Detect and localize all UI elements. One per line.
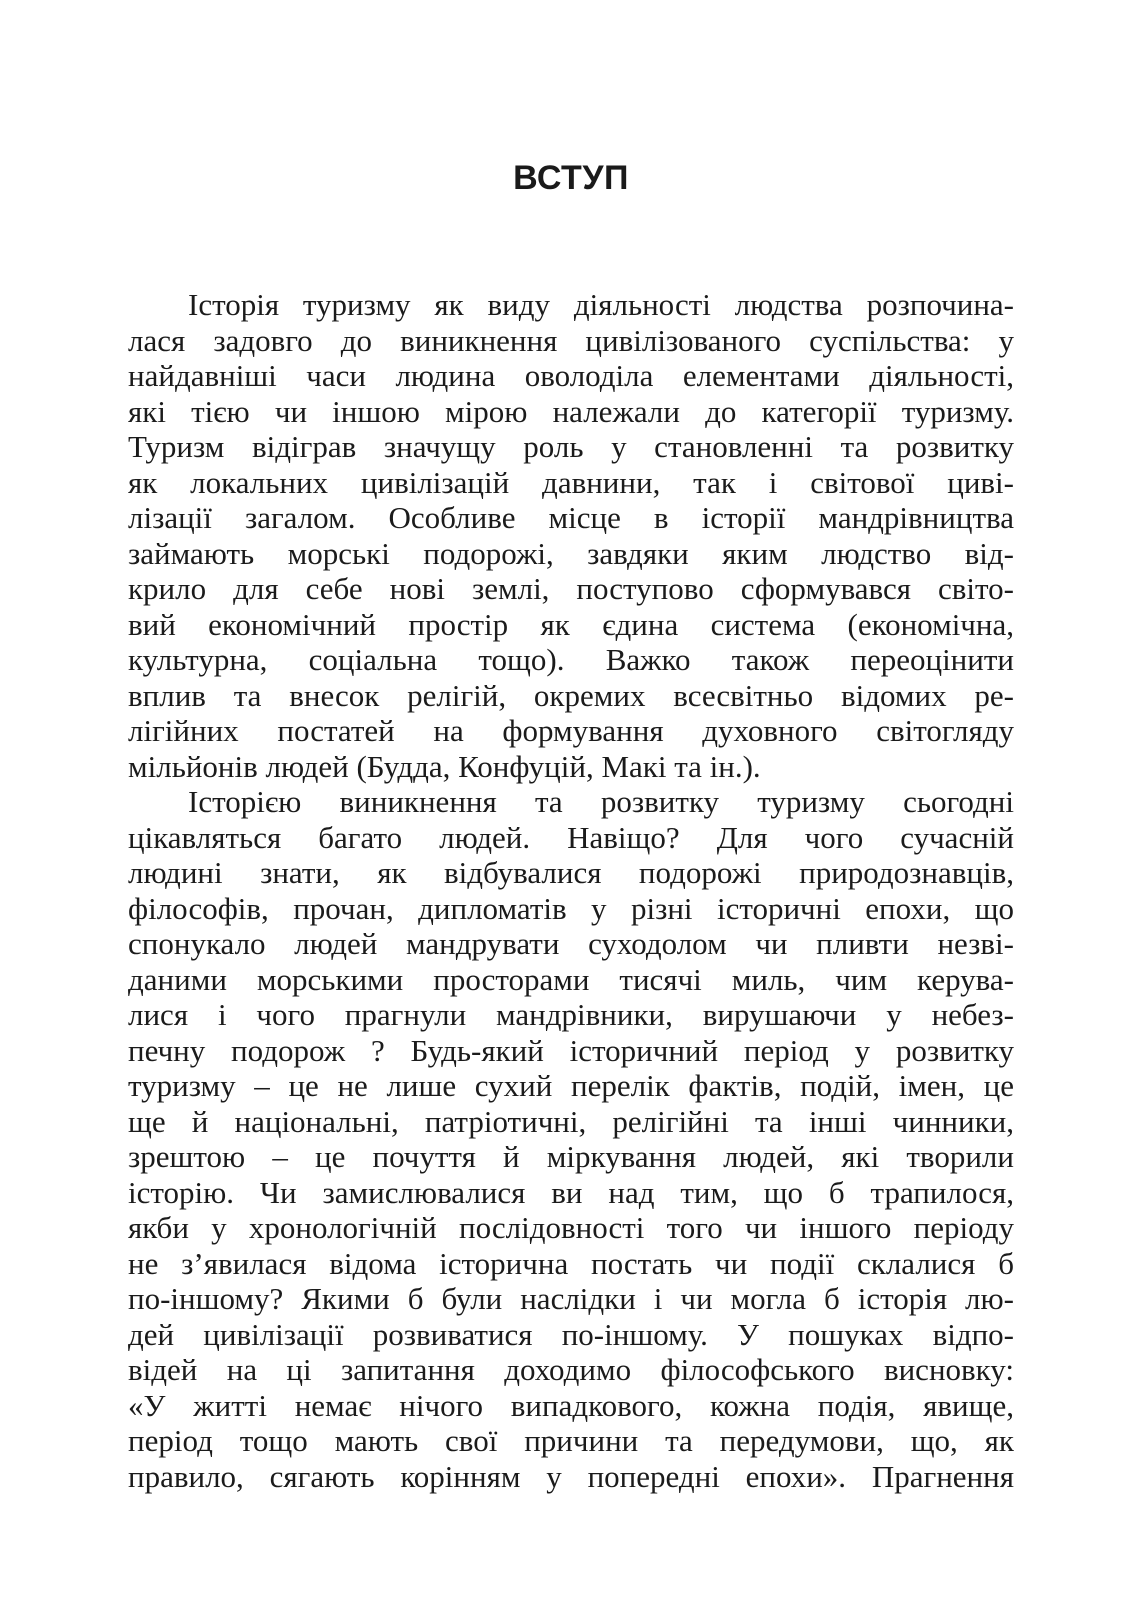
text-line: ще й національні, патріотичні, релігійні та інші чинники, [128,1103,1014,1139]
text-line: правило, сягають корінням у попередні епохи». Прагнення [128,1458,1014,1494]
text-line: найдавніші часи людина оволоділа елементами діяльності, [128,358,1014,393]
text-line: по-іншому? Якими б були наслідки і чи могла б історія лю- [128,1281,1014,1316]
text-line: вплив та внесок релігій, окремих всесвітньо відомих ре- [128,677,1014,713]
text-line: «У житті немає нічого випадкового, кожна подія, явище, [128,1387,1014,1423]
text-line: Туризм відіграв значущу роль у становленні та розвитку [128,429,1014,464]
text-line: Історія туризму як виду діяльності людства розпочина- [188,287,1014,322]
text-line: як локальних цивілізацій давнини, так і світової циві- [128,464,1014,500]
text-line: мільйонів людей (Будда, Конфуцій, Макі та ін.). [128,748,761,784]
text-line: лізації загалом. Особливе місце в історії мандрівництва [128,500,1014,535]
text-line: крило для себе нові землі, поступово сформувався світо- [128,571,1014,606]
text-line: лігійних постатей на формування духовного світогляду [128,713,1014,748]
text-line: відей на ці запитання доходимо філософського висновку: [128,1352,1014,1387]
body-text [128,287,1014,1494]
text-line: лися і чого прагнули мандрівники, вирушаючи у небез- [128,997,1014,1032]
text-line: спонукало людей мандрувати суходолом чи пливти незві- [128,926,1014,961]
text-line: філософів, прочан, дипломатів у різні історичні епохи, що [128,890,1014,926]
page-title: ВСТУП [513,159,629,197]
text-line: дей цивілізації розвиватися по-іншому. У пошуках відпо- [128,1316,1014,1352]
text-line: даними морськими просторами тисячі миль, чим керува- [128,961,1014,997]
text-line: якби у хронологічній послідовності того чи іншого періоду [128,1210,1014,1245]
text-line: людині знати, як відбувалися подорожі природознавців, [128,855,1014,890]
text-line: які тією чи іншою мірою належали до категорії туризму. [128,393,1014,429]
text-line: лася задовго до виникнення цивілізованого суспільства: у [128,322,1014,358]
text-line: цікавляться багато людей. Навіщо? Для чого сучасній [128,819,1014,855]
text-line: не з’явилася відома історична постать чи події склалися б [128,1245,1014,1281]
text-line: історію. Чи замислювалися ви над тим, що б трапилося, [128,1174,1014,1210]
text-line: Історією виникнення та розвитку туризму сьогодні [188,784,1014,819]
text-line: печну подорож ? Будь-який історичний період у розвитку [128,1032,1014,1068]
text-line: займають морські подорожі, завдяки яким людство від- [128,535,1014,571]
text-line: вий економічний простір як єдина система (економічна, [128,606,1014,642]
text-line: культурна, соціальна тощо). Важко також переоцінити [128,642,1014,677]
text-line: зрештою – це почуття й міркування людей, які творили [128,1139,1014,1174]
text-line: період тощо мають свої причини та передумови, що, як [128,1423,1014,1458]
text-line: туризму – це не лише сухий перелік фактів, подій, імен, це [128,1068,1014,1103]
paragraph [128,784,1014,1494]
paragraph [128,287,1014,784]
